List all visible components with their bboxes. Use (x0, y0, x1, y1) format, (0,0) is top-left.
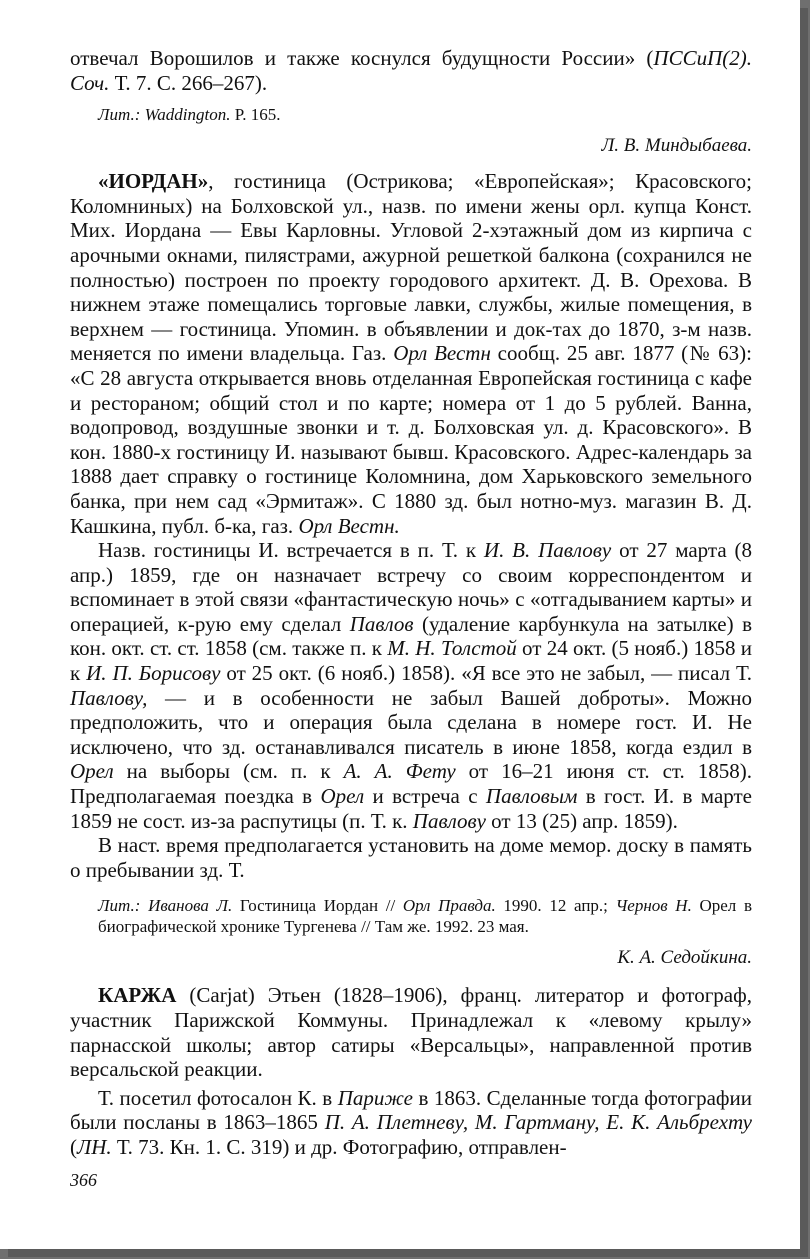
person-name: Павлов (349, 611, 414, 636)
text: Т. 73. Кн. 1. С. 319) и др. Фотографию, отправлен- (111, 1134, 567, 1159)
text: от 25 окт. (6 нояб.) 1858). «Я все это не забыл, — писал Т. (220, 661, 752, 686)
karzha-paragraph-1 (70, 983, 752, 1081)
author-signature: К. А. Седойкина. (617, 947, 752, 969)
person-name: Павловым (485, 784, 578, 809)
lit-author: Waddington. (144, 105, 231, 125)
person-name: А. А. Фету (343, 759, 456, 784)
iordan-paragraph-2 (70, 538, 752, 833)
text: ( (70, 1134, 77, 1159)
text: Т. 7. С. 266–267). (109, 70, 268, 95)
text (140, 896, 148, 915)
newspaper-name: Орл Вестн (393, 341, 491, 366)
text: Т. посетил фотосалон К. в (98, 1085, 338, 1110)
text: Назв. гостиницы И. встречается в п. Т. к (98, 538, 484, 563)
text: в гост. И. в марте 1859 не сост. из-за распутицы (п. Т. к. (70, 784, 752, 833)
text: (удаление карбункула на затылке) в кон. окт. ст. ст. 1858 (см. также п. к (70, 611, 752, 661)
lit-author: Чернов Н. (615, 896, 692, 916)
place-name: Орел (70, 759, 114, 784)
text: от 13 (25) апр. 1859). (485, 808, 678, 833)
lit-label: Лит.: (98, 105, 141, 125)
place-name: Орел (320, 784, 365, 809)
text: сообщ. 25 авг. 1877 (№ 63): «С 28 августа открывается вновь отделанная Европейская гостиница с кафе и рестораном; общий стол и по карте; номера от 1 до 5 рублей. Ванна, водопровод, воздушные звонки и т. д. Болховская ул. д. Красовского». В кон. 1880-х гостиницу И. называют бывш. Красовского. Адрес-календарь за 1888 дает справку о гостинице Коломнина, дом Харьковского земельного банка, при нем сад «Эрмитаж». С 1880 зд. был нотно-муз. магазин В. Д. Кашкина, публ. б-ка, газ. (70, 341, 752, 538)
entry-heading: «ИОРДАН» (98, 169, 209, 194)
entry-heading: КАРЖА (98, 983, 177, 1008)
person-name: М. Н. Толстой (387, 636, 517, 661)
person-name: Павлову, (70, 685, 148, 710)
author-signature: Л. В. Миндыбаева. (601, 135, 752, 157)
page-content (70, 46, 752, 1160)
place-name: Париже (337, 1085, 413, 1110)
iordan-paragraph-3: В наст. время предполагается установить на доме мемор. доску в память о пребывании зд. Т. (70, 833, 752, 882)
lit-author: Иванова Л. (148, 896, 233, 916)
text: (Carjat) Этьен (1828–1906), франц. литератор и фотограф, участник Парижской Коммуны. Принадлежал к «левому крылу» парнасской школы; автор сатиры «Версальцы», направленной против версальской реакции. (70, 983, 752, 1082)
literature-note (70, 104, 752, 125)
continuation-paragraph (70, 46, 752, 95)
text: 1990. 12 апр.; (495, 896, 616, 916)
literature-note (70, 895, 752, 937)
text: Гостиница Иордан // (232, 896, 403, 916)
text: и встреча с (364, 784, 486, 809)
text: на выборы (см. п. к (113, 759, 344, 784)
text: от 24 окт. (5 нояб.) 1858 и к (70, 636, 752, 686)
text: отвечал Ворошилов и также коснулся будущности России» ( (70, 46, 654, 70)
person-name: Павлову (412, 808, 486, 833)
text: Орел в биографической хронике Тургенева // Там же. 1992. 23 мая. (98, 896, 752, 937)
text: в 1863. Сделанные тогда фотографии были посланы в 1863–1865 (70, 1085, 752, 1135)
lit-rest: P. 165. (230, 105, 281, 125)
person-names: П. А. Плетневу, М. Гартману, Е. К. Альбрехту (324, 1110, 752, 1135)
text: , гостиница (Острикова; «Европейская»; Красовского; Коломниных) на Болховской ул., назв. по имени жены орл. купца Конст. Мих. Иордана — Евы Карловны. Угловой 2-хэтажный дом из кирпича с арочными окнами, пилястрами, ажурной решеткой балкона (сохранился не полностью) построен по проекту городового архитект. Д. В. Орехова. В нижнем этаже помещались торговые лавки, службы, жилые помещения, в верхнем — гостиница. Упомин. в объявлении и док-тах до 1870, з-м назв. меняется по имени владельца. Газ. (70, 169, 752, 366)
karzha-paragraph-2 (70, 1086, 752, 1160)
text: — и в особенности не забыл Вашей доброты». Можно предположить, что и операция была сделана в номере гост. И. Не исключено, что зд. останавливался писатель в июне 1858, когда ездил в (70, 685, 752, 759)
source-reference: ЛН. (77, 1134, 112, 1159)
source-reference: Орл Правда. (402, 896, 496, 916)
person-name: И. П. Борисову (86, 661, 221, 686)
newspaper-name: Орл Вестн. (298, 513, 400, 538)
text: от 27 марта (8 апр.) 1859, где он назначает встречу со своим корреспондентом и вспоминает в этой связи «фантастическую ночь» с «отгадыванием карты» и операцией, к-рую ему сделал (70, 538, 752, 636)
lit-label: Лит.: (98, 896, 141, 916)
page-number: 366 (70, 1170, 97, 1190)
iordan-paragraph-1 (70, 169, 752, 538)
text: от 16–21 июня ст. ст. 1858). Предполагаемая поездка в (70, 759, 752, 809)
source-reference: ПССиП(2). Соч. (70, 46, 752, 95)
person-name: И. В. Павлову (483, 538, 612, 563)
